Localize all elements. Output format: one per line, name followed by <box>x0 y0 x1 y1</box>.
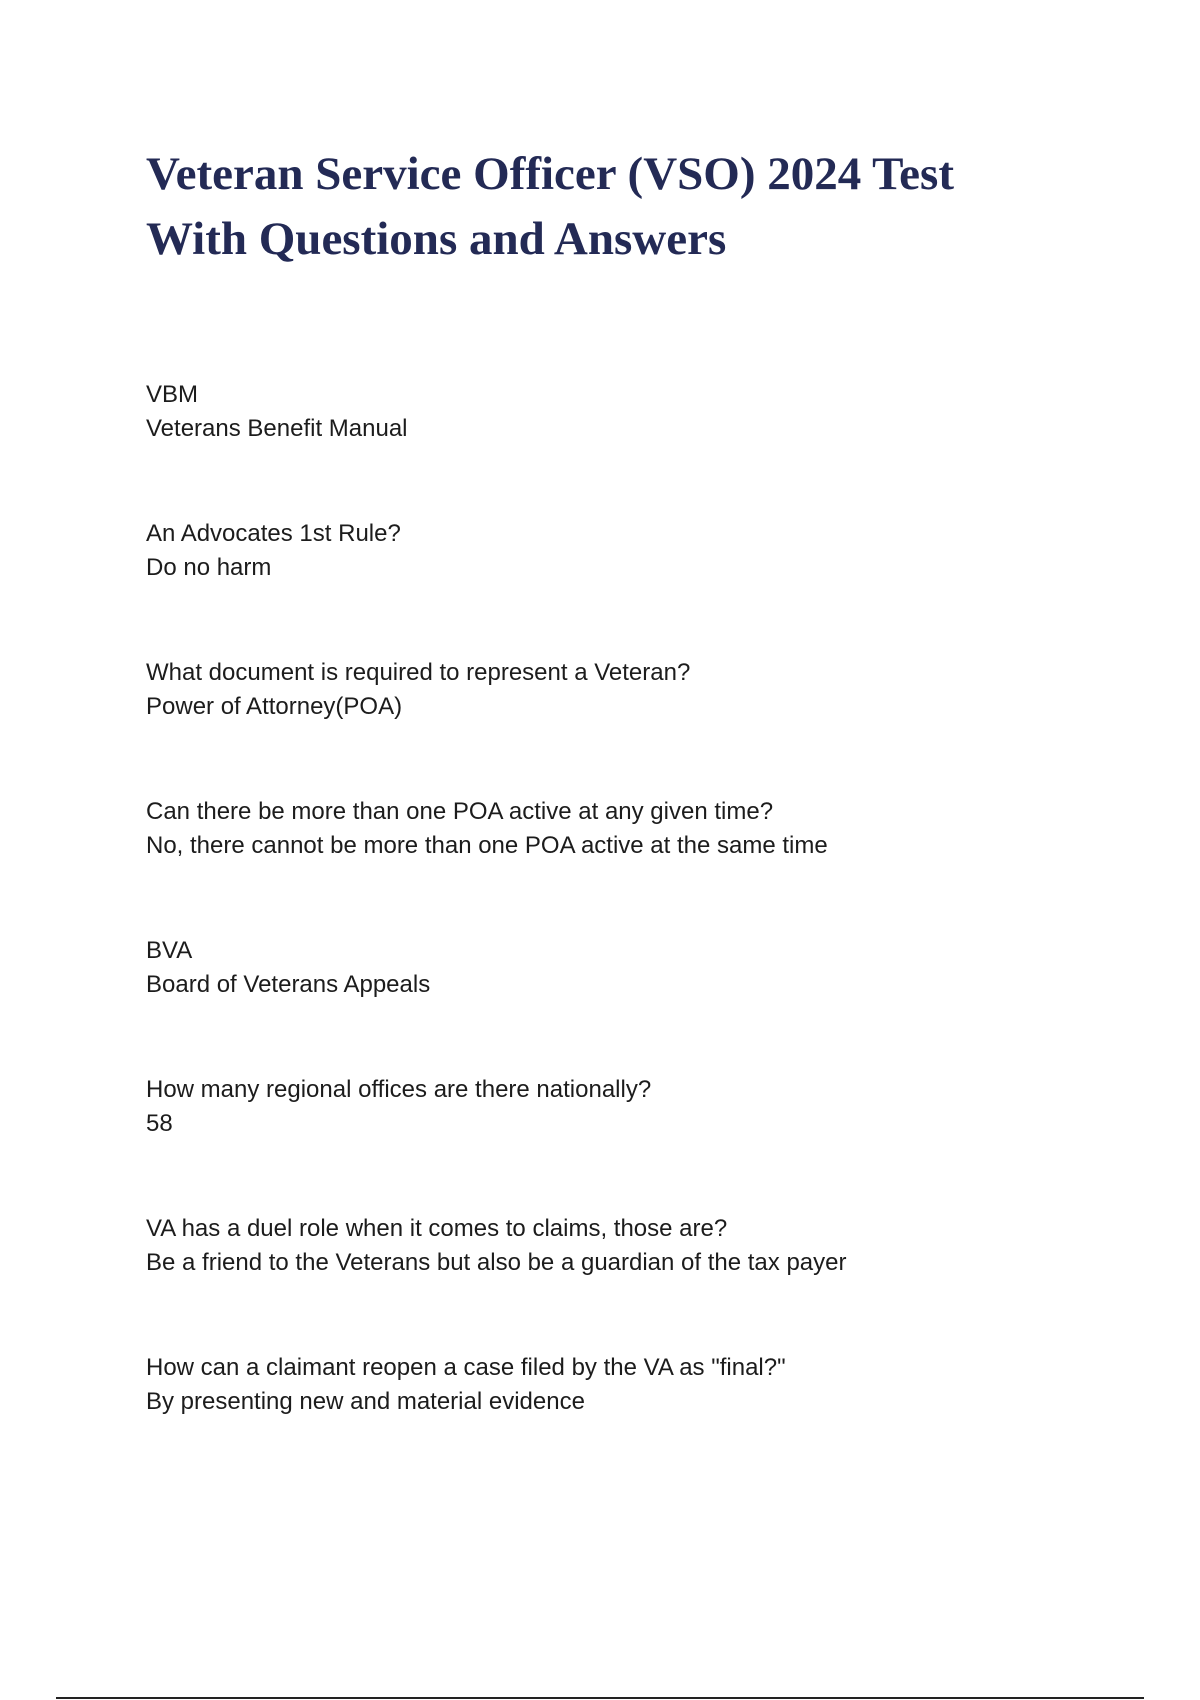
question-text: Can there be more than one POA active at any given time? <box>146 798 774 825</box>
answer-text: Do no harm <box>146 554 272 581</box>
page-title: Veteran Service Officer (VSO) 2024 Test With Questions and Answers <box>146 148 954 265</box>
qa-item <box>146 1212 1106 1351</box>
qa-list <box>146 378 1106 1490</box>
question-text: How can a claimant reopen a case filed by the VA as "final?" <box>146 1354 786 1381</box>
answer-text: By presenting new and material evidence <box>146 1388 585 1415</box>
question-text: VA has a duel role when it comes to claims, those are? <box>146 1215 728 1242</box>
qa-item <box>146 1073 1106 1212</box>
answer-text: Board of Veterans Appeals <box>146 971 431 998</box>
question-text: BVA <box>146 937 193 964</box>
answer-text: Be a friend to the Veterans but also be a guardian of the tax payer <box>146 1249 847 1276</box>
qa-item <box>146 795 1106 934</box>
answer-text: Power of Attorney(POA) <box>146 693 403 720</box>
question-text: What document is required to represent a Veteran? <box>146 659 691 686</box>
qa-item <box>146 934 1106 1073</box>
qa-item <box>146 656 1106 795</box>
question-text: How many regional offices are there nationally? <box>146 1076 652 1103</box>
qa-item <box>146 1351 1106 1490</box>
question-text: VBM <box>146 381 199 408</box>
qa-item <box>146 378 1106 517</box>
question-text: An Advocates 1st Rule? <box>146 520 401 547</box>
answer-text: Veterans Benefit Manual <box>146 415 408 442</box>
footer-divider <box>56 1697 1144 1699</box>
qa-item <box>146 517 1106 656</box>
answer-text: 58 <box>146 1110 173 1137</box>
answer-text: No, there cannot be more than one POA active at the same time <box>146 832 828 859</box>
